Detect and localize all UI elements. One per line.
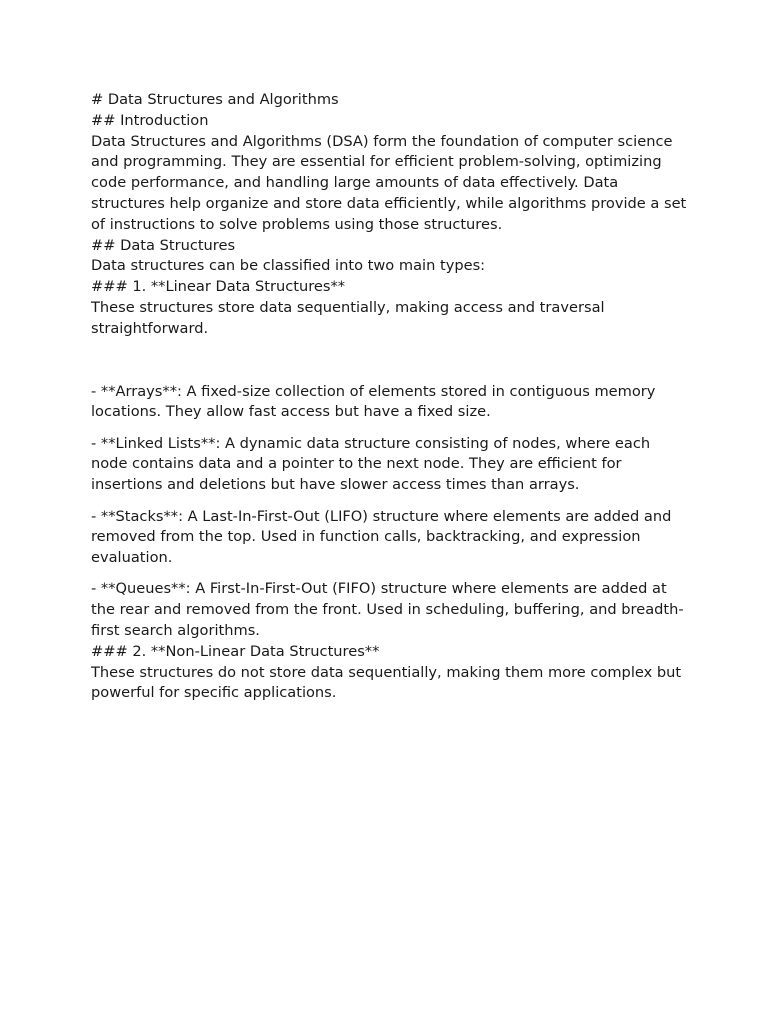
- list-item-stacks: - **Stacks**: A Last-In-First-Out (LIFO) structure where elements are added and removed from the top. Used in function calls, backtracking, and expression evaluation.: [91, 507, 672, 567]
- list-item-arrays: - **Arrays**: A fixed-size collection of elements stored in contiguous memory locations. They allow fast access but have a fixed size.: [91, 382, 656, 421]
- list-item-linked-lists: - **Linked Lists**: A dynamic data structure consisting of nodes, where each node contains data and a pointer to the next node. They are efficient for insertions and deletions but have slower access times than arrays.: [91, 434, 651, 494]
- paragraph-non-linear: These structures do not store data sequentially, making them more complex but powerful for specific applications.: [91, 663, 682, 702]
- section-heading-introduction: ## Introduction: [91, 111, 209, 129]
- section-heading-data-structures: ## Data Structures: [91, 236, 236, 254]
- paragraph-introduction: Data Structures and Algorithms (DSA) form the foundation of computer science and programming. They are essential for efficient problem-solving, optimizing code performance, and handling large amounts of data effectively. Data structures help organize and store data efficiently, while algorithms provide a set of instructions to solve problems using those structures.: [91, 132, 687, 233]
- document-page: [91, 90, 691, 704]
- paragraph-data-structures: Data structures can be classified into two main types:: [91, 257, 486, 275]
- document-title: # Data Structures and Algorithms: [91, 91, 339, 108]
- subsection-heading-linear: ### 1. **Linear Data Structures**: [91, 278, 346, 296]
- paragraph-linear: These structures store data sequentially, making access and traversal straightforward.: [91, 298, 605, 337]
- linear-structures-list: [91, 382, 691, 642]
- list-item-queues: - **Queues**: A First-In-First-Out (FIFO) structure where elements are added at the rear and removed from the front. Used in scheduling, buffering, and breadth-first search algorithms.: [91, 580, 684, 640]
- subsection-heading-non-linear: ### 2. **Non-Linear Data Structures**: [91, 642, 380, 660]
